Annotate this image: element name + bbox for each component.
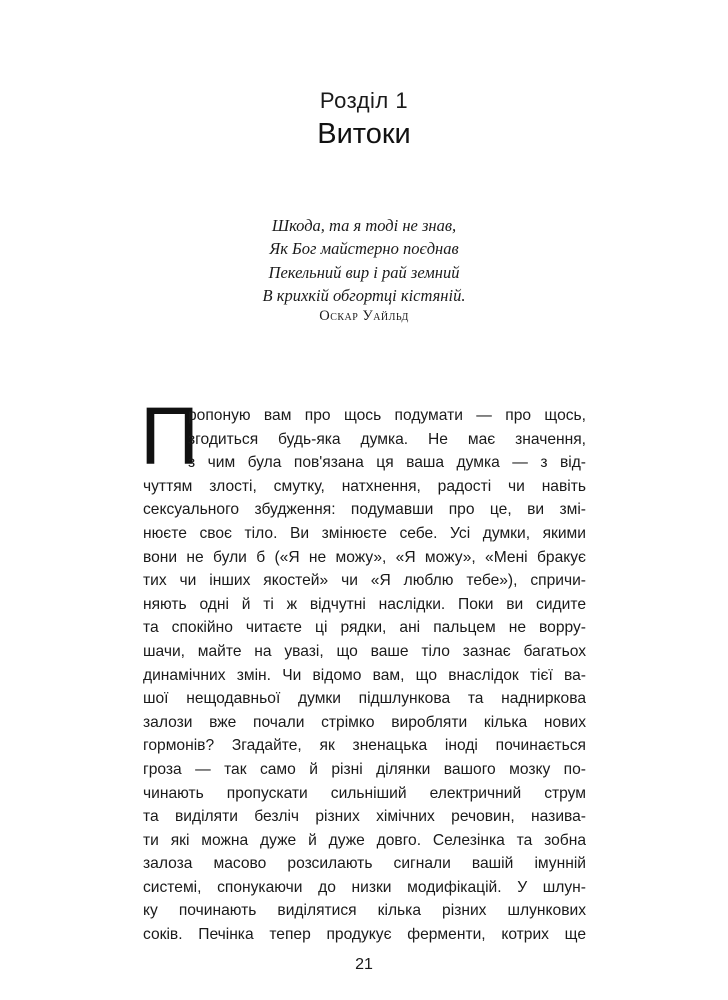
- epigraph-line: Пекельний вир і рай земний: [268, 262, 460, 282]
- page-number: 21: [355, 956, 373, 973]
- epigraph: [0, 214, 728, 307]
- epigraph-line: Шкода, та я тоді не знав,: [271, 216, 457, 235]
- body-line: вони не були б («Я не можу», «Я можу», «Мені бракує: [143, 548, 586, 566]
- body-line: та спокійно читаєте ці рядки, ані пальцем не ворру-: [143, 619, 586, 637]
- body-line: нюєте своє тіло. Ви змінюєте себе. Усі думки, якими: [143, 524, 586, 542]
- body-line: динамічних змін. Чи відомо вам, що внаслідок тієї ва-: [143, 666, 586, 684]
- body-line: гроза — так само й різні ділянки вашого мозку по-: [143, 760, 586, 778]
- body-line: шої нещодавньої думки підшлункова та надниркова: [143, 690, 586, 708]
- body-line: ропоную вам про щось подумати — про щось,: [188, 407, 586, 424]
- body-paragraph: [143, 404, 586, 947]
- body-line: та виділяти безліч різних хімічних речовин, назива-: [143, 808, 586, 826]
- body-line: чинають пропускати сильніший електричний струм: [143, 784, 586, 802]
- epigraph-author: Оскар Уайльд: [319, 308, 409, 324]
- body-line: ку починають виділятися кілька різних шлункових: [143, 902, 586, 920]
- chapter-label: Розділ 1: [319, 88, 409, 113]
- body-line: залоза масово розсилають сигнали вашій імунній: [143, 855, 586, 873]
- body-line: системі, спонукаючи до низки модифікацій. У шлун-: [143, 878, 586, 896]
- body-line: гормонів? Згадайте, як зненацька іноді починається: [143, 737, 586, 755]
- body-line: залози вже почали стрімко виробляти кілька нових: [143, 713, 586, 731]
- body-line: чуттям злості, смутку, натхнення, радості чи навіть: [143, 477, 586, 495]
- chapter-title: Витоки: [317, 118, 411, 150]
- body-line: тих чи інших якостей» чи «Я люблю тебе»), спричи-: [143, 572, 586, 590]
- body-line: згодиться будь-яка думка. Не має значення,: [188, 430, 586, 448]
- epigraph-line: В крихкій обгортці кістяній.: [262, 285, 466, 305]
- body-line: няють одні й ті ж відчутні наслідки. Поки ви сидите: [143, 595, 586, 613]
- body-line: шачи, майте на увазі, що ваше тіло зазнає багатьох: [143, 642, 586, 660]
- body-line: ти які можна дуже й дуже довго. Селезінка та зобна: [143, 831, 586, 849]
- drop-cap: П: [140, 391, 199, 482]
- body-line: з чим була пов'язана ця ваша думка — з від-: [188, 454, 586, 472]
- body-line: соків. Печінка тепер продукує ферменти, котрих ще: [143, 926, 586, 944]
- body-line: сексуального збудження: подумавши про це, ви змі-: [143, 501, 586, 519]
- epigraph-line: Як Бог майстерно поєднав: [269, 239, 459, 259]
